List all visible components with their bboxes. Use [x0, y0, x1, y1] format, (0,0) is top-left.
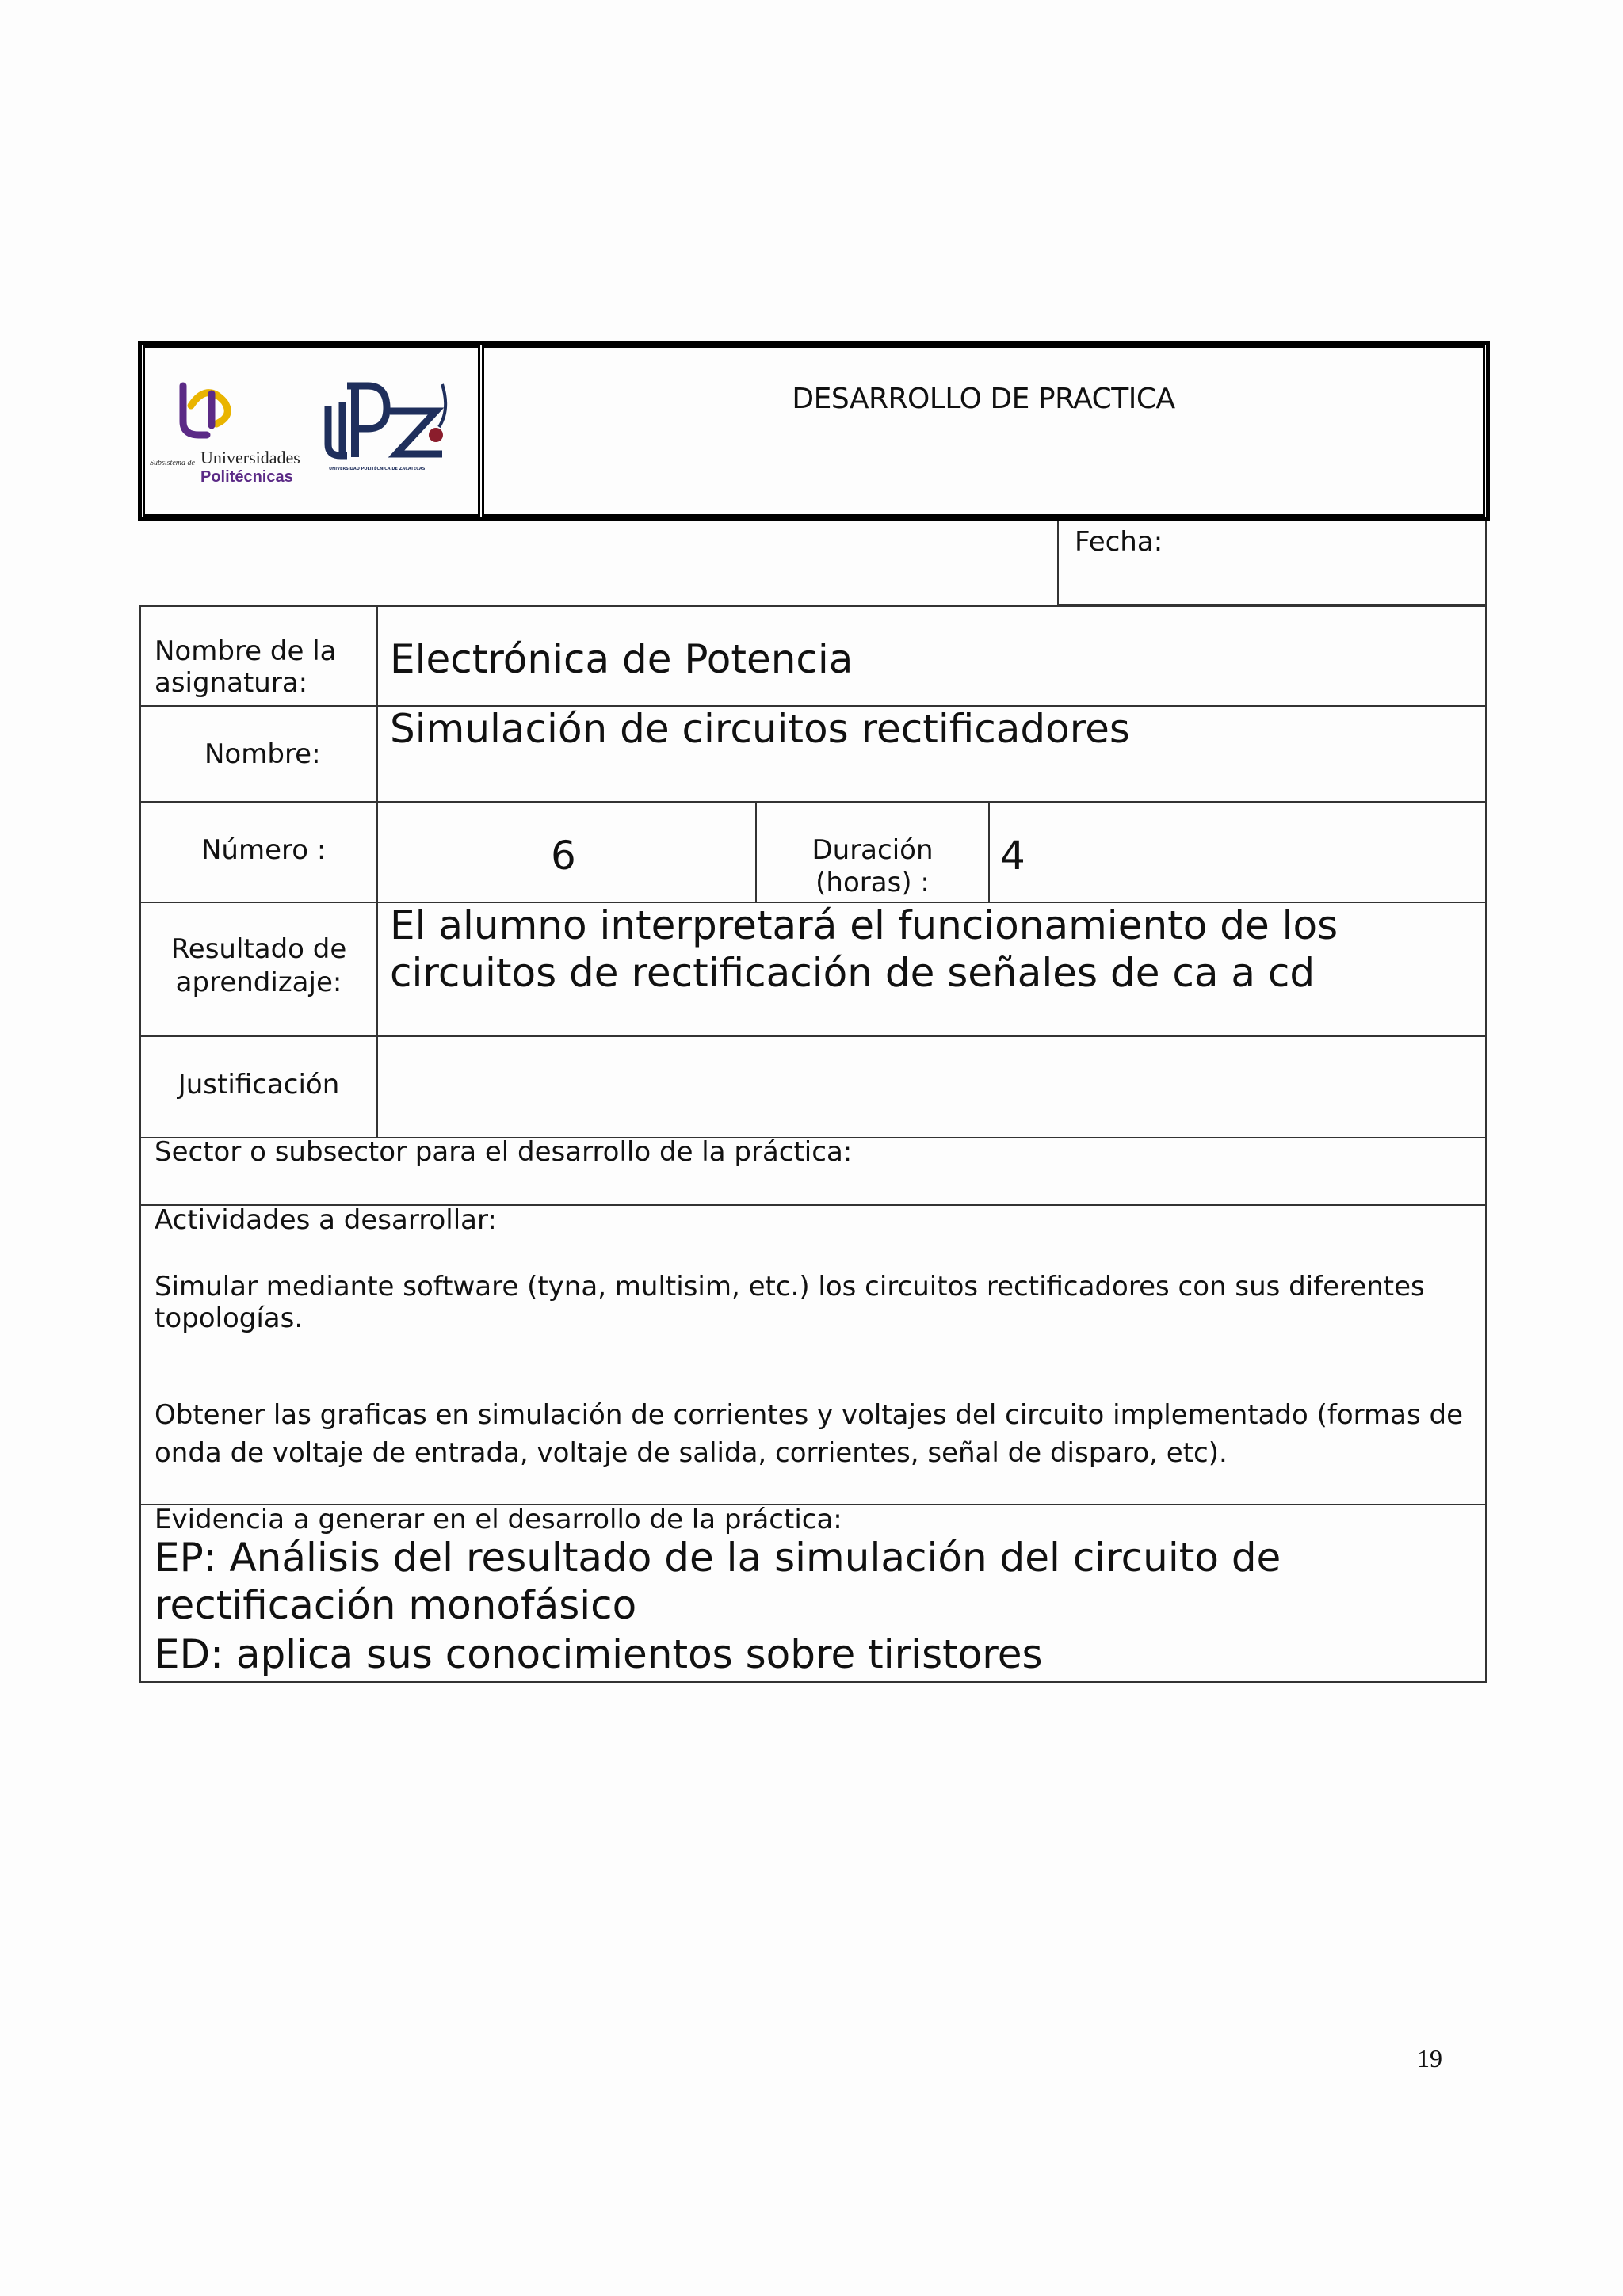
row-divider	[139, 801, 1487, 803]
duracion-value: 4	[1000, 833, 1025, 879]
upz-logo	[323, 378, 458, 465]
fecha-label: Fecha:	[1075, 526, 1163, 558]
logos-cell	[143, 345, 480, 517]
numero-label: Número :	[201, 834, 327, 866]
document-title: DESARROLLO DE PRACTICA	[792, 383, 1175, 415]
actividad-item: Obtener las graficas en simulación de corrientes y voltajes del circuito implementado (formas de onda de voltaje de entrada, voltaje de salida, corrientes, señal de disparo, etc).	[155, 1399, 1463, 1469]
column-divider	[376, 605, 378, 1138]
actividades-label: Actividades a desarrollar:	[155, 1204, 497, 1236]
column-divider	[988, 801, 990, 902]
upz-logo-text: UNIVERSIDAD POLITÉCNICA DE ZACATECAS	[329, 467, 426, 471]
duracion-label-line2: (horas) :	[815, 867, 930, 898]
logo-universidades-text: Universidades	[200, 448, 300, 467]
nombre-value: Simulación de circuitos rectificadores	[390, 706, 1130, 752]
justificacion-label: Justificación	[178, 1069, 340, 1100]
actividad-item: Simular mediante software (tyna, multisim, etc.) los circuitos rectificadores con sus diferentes topologías.	[155, 1271, 1425, 1334]
resultado-label-line1: Resultado de	[170, 933, 347, 965]
title-cell	[482, 345, 1485, 517]
row-divider	[139, 1035, 1487, 1037]
logo-subtitle: Subsistema de	[150, 459, 195, 467]
evidencia-ed: ED: aplica sus conocimientos sobre tiristores	[155, 1631, 1043, 1677]
asignatura-label: Nombre de la asignatura:	[155, 635, 337, 699]
universidades-politecnicas-logo	[175, 378, 239, 441]
numero-value: 6	[551, 833, 576, 879]
resultado-value: El alumno interpretará el funcionamiento de los circuitos de rectificación de señales de ca a cd	[390, 902, 1338, 996]
asignatura-value: Electrónica de Potencia	[390, 636, 854, 682]
resultado-label-line2: aprendizaje:	[175, 967, 342, 998]
duracion-label-line1: Duración	[812, 834, 934, 866]
fecha-cell	[1057, 521, 1487, 605]
sector-label: Sector o subsector para el desarrollo de la práctica:	[155, 1136, 853, 1168]
evidencia-ep: EP: Análisis del resultado de la simulación del circuito de rectificación monofásico	[155, 1535, 1281, 1628]
nombre-label: Nombre:	[204, 738, 321, 770]
evidencia-label: Evidencia a generar en el desarrollo de la práctica:	[155, 1504, 842, 1535]
logo-politecnicas-text: Politécnicas	[200, 468, 293, 486]
page-number: 19	[1417, 2044, 1442, 2073]
